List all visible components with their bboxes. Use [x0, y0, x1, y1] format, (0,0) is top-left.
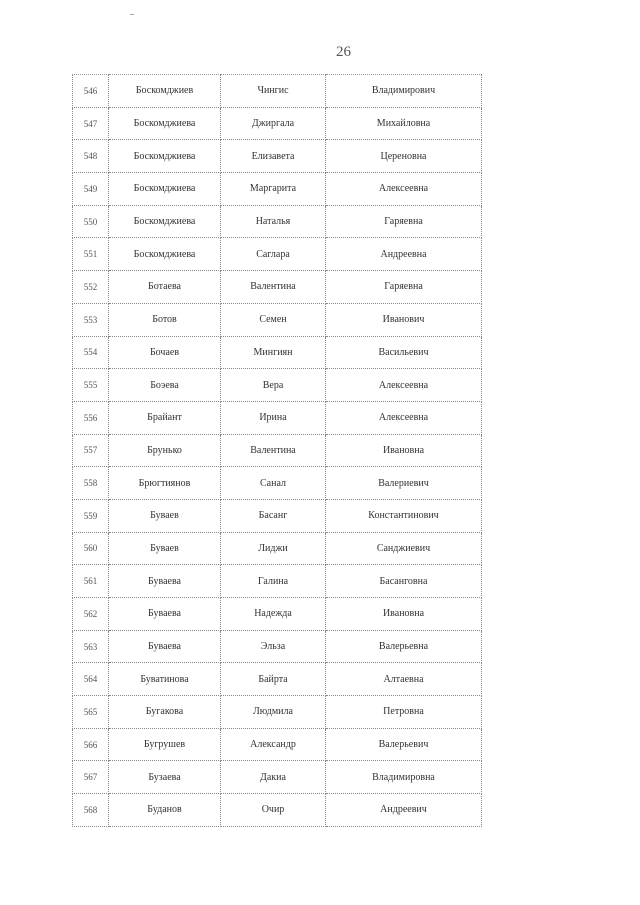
last-name-cell: Буватинова [109, 663, 221, 696]
last-name-cell: Бузаева [109, 761, 221, 794]
patronymic-cell: Петровна [326, 696, 482, 729]
row-number: 546 [73, 75, 109, 108]
first-name-cell: Байрта [221, 663, 326, 696]
table-row [73, 140, 482, 173]
table-row [73, 401, 482, 434]
last-name-cell: Буваева [109, 565, 221, 598]
first-name-cell: Саглара [221, 238, 326, 271]
row-number: 562 [73, 598, 109, 631]
row-number: 568 [73, 794, 109, 827]
first-name-cell: Мингиян [221, 336, 326, 369]
table-row [73, 467, 482, 500]
first-name-cell: Лиджи [221, 532, 326, 565]
row-number: 547 [73, 107, 109, 140]
table-row [73, 761, 482, 794]
patronymic-cell: Константинович [326, 499, 482, 532]
last-name-cell: Боскомджиева [109, 205, 221, 238]
first-name-cell: Джиргала [221, 107, 326, 140]
voter-list-table [72, 74, 482, 827]
last-name-cell: Ботаева [109, 271, 221, 304]
row-number: 555 [73, 369, 109, 402]
scan-speck [130, 14, 134, 15]
patronymic-cell: Валерьевна [326, 630, 482, 663]
patronymic-cell: Алтаевна [326, 663, 482, 696]
table-row [73, 434, 482, 467]
row-number: 552 [73, 271, 109, 304]
last-name-cell: Боскомджиева [109, 107, 221, 140]
row-number: 566 [73, 728, 109, 761]
first-name-cell: Елизавета [221, 140, 326, 173]
patronymic-cell: Гаряевна [326, 205, 482, 238]
row-number: 565 [73, 696, 109, 729]
row-number: 551 [73, 238, 109, 271]
first-name-cell: Очир [221, 794, 326, 827]
patronymic-cell: Васильевич [326, 336, 482, 369]
patronymic-cell: Алексеевна [326, 173, 482, 206]
patronymic-cell: Владимирович [326, 75, 482, 108]
last-name-cell: Боскомджиева [109, 140, 221, 173]
table-row [73, 663, 482, 696]
patronymic-cell: Алексеевна [326, 401, 482, 434]
first-name-cell: Чингис [221, 75, 326, 108]
patronymic-cell: Гаряевна [326, 271, 482, 304]
last-name-cell: Боскомджиева [109, 173, 221, 206]
first-name-cell: Семен [221, 303, 326, 336]
first-name-cell: Вера [221, 369, 326, 402]
table-row [73, 107, 482, 140]
patronymic-cell: Владимировна [326, 761, 482, 794]
last-name-cell: Буваева [109, 598, 221, 631]
row-number: 553 [73, 303, 109, 336]
row-number: 554 [73, 336, 109, 369]
last-name-cell: Брайант [109, 401, 221, 434]
table-row [73, 173, 482, 206]
row-number: 558 [73, 467, 109, 500]
patronymic-cell: Санджиевич [326, 532, 482, 565]
last-name-cell: Буваева [109, 630, 221, 663]
table-body [73, 75, 482, 827]
last-name-cell: Буваев [109, 532, 221, 565]
first-name-cell: Валентина [221, 434, 326, 467]
patronymic-cell: Андреевна [326, 238, 482, 271]
first-name-cell: Людмила [221, 696, 326, 729]
first-name-cell: Санал [221, 467, 326, 500]
patronymic-cell: Михайловна [326, 107, 482, 140]
row-number: 564 [73, 663, 109, 696]
table-row [73, 598, 482, 631]
first-name-cell: Надежда [221, 598, 326, 631]
table-row [73, 75, 482, 108]
first-name-cell: Галина [221, 565, 326, 598]
row-number: 550 [73, 205, 109, 238]
patronymic-cell: Валерьевич [326, 728, 482, 761]
page-number: 26 [336, 44, 351, 60]
last-name-cell: Бочаев [109, 336, 221, 369]
patronymic-cell: Алексеевна [326, 369, 482, 402]
first-name-cell: Басанг [221, 499, 326, 532]
row-number: 563 [73, 630, 109, 663]
table-row [73, 499, 482, 532]
table-row [73, 205, 482, 238]
table-row [73, 565, 482, 598]
patronymic-cell: Басанговна [326, 565, 482, 598]
first-name-cell: Александр [221, 728, 326, 761]
last-name-cell: Боскомджиев [109, 75, 221, 108]
patronymic-cell: Цереновна [326, 140, 482, 173]
row-number: 560 [73, 532, 109, 565]
first-name-cell: Дакиа [221, 761, 326, 794]
patronymic-cell: Иванович [326, 303, 482, 336]
row-number: 559 [73, 499, 109, 532]
patronymic-cell: Андреевич [326, 794, 482, 827]
last-name-cell: Бугрушев [109, 728, 221, 761]
first-name-cell: Наталья [221, 205, 326, 238]
first-name-cell: Эльза [221, 630, 326, 663]
patronymic-cell: Ивановна [326, 434, 482, 467]
table-row [73, 532, 482, 565]
row-number: 548 [73, 140, 109, 173]
row-number: 561 [73, 565, 109, 598]
table-row [73, 630, 482, 663]
table-row [73, 303, 482, 336]
table-row [73, 336, 482, 369]
row-number: 549 [73, 173, 109, 206]
patronymic-cell: Ивановна [326, 598, 482, 631]
first-name-cell: Маргарита [221, 173, 326, 206]
first-name-cell: Валентина [221, 271, 326, 304]
table-row [73, 271, 482, 304]
last-name-cell: Буданов [109, 794, 221, 827]
row-number: 567 [73, 761, 109, 794]
last-name-cell: Брюгтиянов [109, 467, 221, 500]
last-name-cell: Боэева [109, 369, 221, 402]
row-number: 556 [73, 401, 109, 434]
last-name-cell: Бугакова [109, 696, 221, 729]
table-row [73, 696, 482, 729]
table-row [73, 238, 482, 271]
last-name-cell: Брунько [109, 434, 221, 467]
first-name-cell: Ирина [221, 401, 326, 434]
patronymic-cell: Валериевич [326, 467, 482, 500]
row-number: 557 [73, 434, 109, 467]
table-row [73, 369, 482, 402]
table-row [73, 794, 482, 827]
last-name-cell: Боскомджиева [109, 238, 221, 271]
last-name-cell: Ботов [109, 303, 221, 336]
table-row [73, 728, 482, 761]
last-name-cell: Буваев [109, 499, 221, 532]
